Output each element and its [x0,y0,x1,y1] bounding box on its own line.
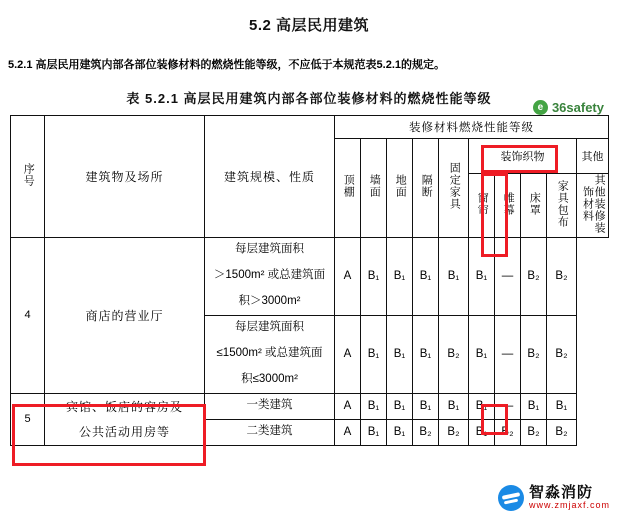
header-bed-cover: 床罩 [521,173,547,237]
header-furniture-cover: 家具包布 [547,173,577,237]
row-building-5-line1: 宾馆、饭店的客房及 [45,393,205,419]
cell-floor-4-2: B₁ [387,315,413,393]
brand-name-cn: 智淼消防 [528,484,593,502]
cell-curtain-4-2: B₁ [469,315,495,393]
cell-floor-5-2: B₁ [387,419,413,445]
header-scale: 建筑规模、性质 [205,115,335,237]
clause-number: 5.2.1 [8,59,33,71]
table-container [10,115,608,446]
header-other-group: 其他 [577,138,609,173]
watermark-top-right [533,100,604,115]
row-seq-4: 4 [11,237,45,393]
cell-fixed-furniture-5-1: B₁ [439,393,469,419]
cell-partition-4-2: B₁ [413,315,439,393]
clause-paragraph [8,57,610,74]
row-scale-4-1-line2: ＞1500m² 或总建筑面 [205,263,335,289]
row-scale-4-1-line3: 积＞3000m² [205,289,335,315]
cell-fixed-furniture-4-1: B₁ [439,237,469,315]
header-floor: 地面 [387,138,413,237]
cell-partition-4-1: B₁ [413,237,439,315]
watermark-brand [498,485,610,511]
cell-curtain-5-1: B₁ [469,393,495,419]
cell-fixed-furniture-5-2: B₂ [439,419,469,445]
cell-furniture-cover-5-1: B₁ [547,393,577,419]
cell-ceiling-5-1: A [335,393,361,419]
row-scale-4-2-line2: ≤1500m² 或总建筑面 [205,341,335,367]
cell-drape-5-1: — [495,393,521,419]
row-scale-4-2-line1: 每层建筑面积 [205,315,335,341]
brand-logo-icon [498,485,524,511]
brand-text [529,485,610,510]
cell-ceiling-5-2: A [335,419,361,445]
cell-ceiling-4-1: A [335,237,361,315]
table-header-row-group [11,115,609,138]
header-drape: 帷幕 [495,173,521,237]
cell-bed-cover-5-1: B₁ [521,393,547,419]
header-partition: 隔断 [413,138,439,237]
cell-wall-4-2: B₁ [361,315,387,393]
cell-curtain-5-2: B₁ [469,419,495,445]
cell-partition-5-2: B₂ [413,419,439,445]
header-other-decor: 其他装修装饰材料 [577,173,609,237]
cell-fixed-furniture-4-2: B₂ [439,315,469,393]
cell-wall-4-1: B₁ [361,237,387,315]
header-wall: 墙面 [361,138,387,237]
row-seq-5: 5 [11,393,45,445]
cell-partition-5-1: B₁ [413,393,439,419]
cell-curtain-4-1: B₁ [469,237,495,315]
cell-ceiling-4-2: A [335,315,361,393]
row-scale-4-2-line3: 积≤3000m² [205,367,335,393]
decor-material-grade-table [10,115,609,446]
cell-bed-cover-4-1: B₂ [521,237,547,315]
cell-bed-cover-5-2: B₂ [521,419,547,445]
section-title: 5.2 高层民用建筑 [248,17,370,34]
row-scale-5-2: 二类建筑 [205,419,335,445]
header-ceiling: 顶棚 [335,138,361,237]
table-row [11,237,609,263]
row-building-5-line2: 公共活动用房等 [45,419,205,445]
row-scale-5-1: 一类建筑 [205,393,335,419]
watermark-badge-icon: e [533,100,548,115]
row-scale-4-1-line1: 每层建筑面积 [205,237,335,263]
cell-furniture-cover-4-1: B₂ [547,237,577,315]
cell-wall-5-1: B₁ [361,393,387,419]
cell-floor-5-1: B₁ [387,393,413,419]
table-row [11,393,609,419]
brand-url: www.zmjaxf.com [528,500,610,511]
table-row [11,419,609,445]
header-material-group: 装修材料燃烧性能等级 [335,115,609,138]
cell-furniture-cover-5-2: B₂ [547,419,577,445]
cell-drape-4-1: — [495,237,521,315]
row-building-4: 商店的营业厅 [45,237,205,393]
watermark-top-text: 36safety [551,100,604,115]
header-curtain: 窗帘 [469,173,495,237]
cell-drape-4-2: — [495,315,521,393]
header-seq: 序号 [11,115,45,237]
cell-wall-5-2: B₁ [361,419,387,445]
header-building: 建筑物及场所 [45,115,205,237]
cell-floor-4-1: B₁ [387,237,413,315]
cell-furniture-cover-4-2: B₂ [547,315,577,393]
header-decor-fabric-group: 装饰织物 [469,138,577,173]
table-caption: 表 5.2.1 高层民用建筑内部各部位装修材料的燃烧性能等级 [126,90,492,106]
cell-bed-cover-4-2: B₂ [521,315,547,393]
clause-text: 高层民用建筑内部各部位装修材料的燃烧性能等级，不应低于本规范表5.2.1的规定。 [35,59,445,71]
cell-drape-5-2: B₂ [495,419,521,445]
document-page [0,14,618,515]
header-fixed-furniture: 固定家具 [439,138,469,237]
